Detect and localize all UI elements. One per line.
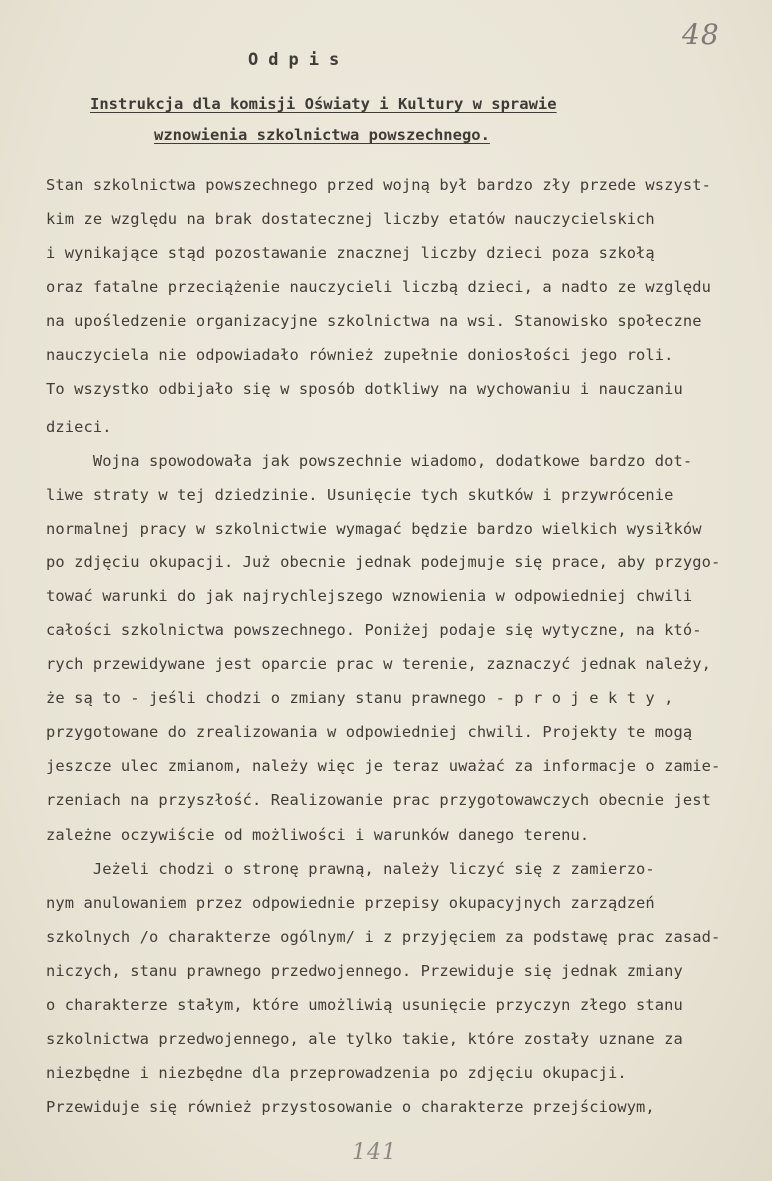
copy-label: Odpis bbox=[248, 50, 350, 70]
body-line: przygotowane do zrealizowania w odpowiedniej chwili. Projekty te mogą bbox=[46, 723, 693, 741]
body-line: nym anulowaniem przez odpowiednie przepisy okupacyjnych zarządzeń bbox=[46, 894, 655, 912]
body-line: rzeniach na przyszłość. Realizowanie prac przygotowawczych obecnie jest bbox=[46, 791, 711, 809]
body-line: Wojna spowodowała jak powszechnie wiadomo, dodatkowe bardzo dot- bbox=[46, 452, 693, 470]
body-line: o charakterze stałym, które umożliwią usunięcie przyczyn złego stanu bbox=[46, 996, 683, 1014]
body-line: na upośledzenie organizacyjne szkolnictwa na wsi. Stanowisko społeczne bbox=[46, 312, 702, 330]
body-line: Jeżeli chodzi o stronę prawną, należy liczyć się z zamierzo- bbox=[46, 860, 655, 878]
body-line: że są to - jeśli chodzi o zmiany stanu prawnego - p r o j e k t y , bbox=[46, 689, 674, 707]
body-line: szkolnictwa przedwojennego, ale tylko takie, które zostały uznane za bbox=[46, 1030, 683, 1048]
body-line: szkolnych /o charakterze ogólnym/ i z przyjęciem za podstawę prac zasad- bbox=[46, 928, 721, 946]
body-line: Przewiduje się również przystosowanie o charakterze przejściowym, bbox=[46, 1098, 655, 1116]
body-line: liwe straty w tej dziedzinie. Usunięcie tych skutków i przywrócenie bbox=[46, 486, 674, 504]
handwritten-archive-number: 141 bbox=[352, 1140, 397, 1165]
body-line: dzieci. bbox=[46, 418, 112, 436]
body-line: tować warunki do jak najrychlejszego wznowienia w odpowiedniej chwili bbox=[46, 587, 693, 605]
body-line: rych przewidywane jest oparcie prac w terenie, zaznaczyć jednak należy, bbox=[46, 655, 711, 673]
body-line: niczych, stanu prawnego przedwojennego. Przewiduje się jednak zmiany bbox=[46, 962, 683, 980]
body-line: nauczyciela nie odpowiadało również zupełnie doniosłości jego roli. bbox=[46, 346, 674, 364]
body-line: Stan szkolnictwa powszechnego przed wojną był bardzo zły przede wszyst- bbox=[46, 176, 711, 194]
body-line: kim ze względu na brak dostatecznej liczby etatów nauczycielskich bbox=[46, 210, 655, 228]
body-line: po zdjęciu okupacji. Już obecnie jednak podejmuje się prace, aby przygo- bbox=[46, 553, 721, 571]
body-line: To wszystko odbijało się w sposób dotkliwy na wychowaniu i nauczaniu bbox=[46, 380, 683, 398]
body-line: jeszcze ulec zmianom, należy więc je teraz uważać za informacje o zamie- bbox=[46, 757, 721, 775]
document-title-line-1: Instrukcja dla komisji Oświaty i Kultury w sprawie bbox=[90, 95, 557, 113]
body-line: normalnej pracy w szkolnictwie wymagać będzie bardzo wielkich wysiłków bbox=[46, 520, 702, 538]
body-line: całości szkolnictwa powszechnego. Poniżej podaje się wytyczne, na któ- bbox=[46, 621, 702, 639]
body-line: oraz fatalne przeciążenie nauczycieli liczbą dzieci, a nadto ze względu bbox=[46, 278, 711, 296]
handwritten-page-number: 48 bbox=[682, 18, 720, 51]
body-line: zależne oczywiście od możliwości i warunków danego terenu. bbox=[46, 826, 590, 844]
body-line: i wynikające stąd pozostawanie znacznej liczby dzieci poza szkołą bbox=[46, 244, 655, 262]
body-line: niezbędne i niezbędne dla przeprowadzenia po zdjęciu okupacji. bbox=[46, 1064, 627, 1082]
document-title-line-2: wznowienia szkolnictwa powszechnego. bbox=[154, 126, 490, 144]
